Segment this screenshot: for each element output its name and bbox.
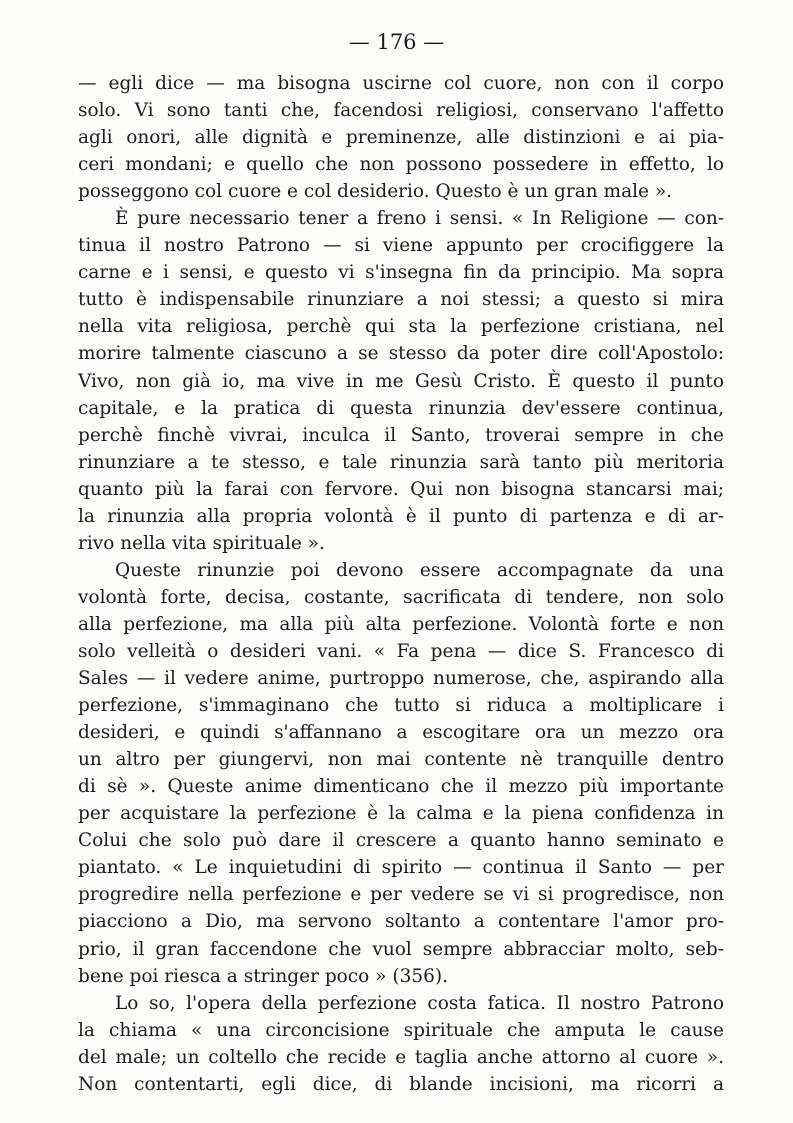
- text-line: quanto più la farai con fervore. Qui non bisogna stancarsi mai;: [78, 478, 724, 500]
- text-line: agli onori, alle dignità e preminenze, alle distinzioni e ai pia-: [78, 127, 724, 149]
- text-line: la chiama « una circoncisione spirituale che amputa le cause: [78, 1019, 724, 1041]
- text-line: — egli dice — ma bisogna uscirne col cuore, non con il corpo: [78, 73, 724, 94]
- text-line: volontà forte, decisa, costante, sacrificata di tendere, non solo: [78, 586, 724, 608]
- text-line: del male; un coltello che recide e taglia anche attorno al cuore ».: [78, 1046, 724, 1068]
- text-line: È pure necessario tener a freno i sensi. « In Religione — con-: [115, 208, 724, 230]
- text-line: posseggono col cuore e col desiderio. Questo è un gran male ».: [78, 181, 673, 203]
- text-line: Vivo, non già io, ma vive in me Gesù Cristo. È questo il punto: [78, 370, 724, 392]
- body-text: [78, 70, 724, 1098]
- text-line: Colui che solo può dare il crescere a quanto hanno seminato e: [78, 830, 724, 852]
- text-line: per acquistare la perfezione è la calma e la piena confidenza in: [78, 803, 724, 825]
- text-line: perfezione, s'immaginano che tutto si riduca a moltiplicare i: [78, 695, 724, 717]
- text-line: prio, il gran faccendone che vuol sempre abbracciar molto, seb-: [78, 938, 724, 960]
- text-line: ceri mondani; e quello che non possono possedere in effetto, lo: [78, 154, 724, 176]
- text-line: morire talmente ciascuno a se stesso da poter dire coll'Apostolo:: [78, 343, 724, 365]
- text-line: rinunziare a te stesso, e tale rinunzia sarà tanto più meritoria: [78, 451, 724, 473]
- text-line: solo velleità o desideri vani. « Fa pena — dice S. Francesco di: [78, 640, 724, 662]
- text-line: Sales — il vedere anime, purtroppo numerose, che, aspirando alla: [78, 668, 724, 690]
- text-line: nella vita religiosa, perchè qui sta la perfezione cristiana, nel: [78, 316, 724, 338]
- text-line: solo. Vi sono tanti che, facendosi religiosi, conservano l'affetto: [78, 100, 724, 122]
- text-line: bene poi riesca a stringer poco » (356).: [78, 965, 448, 987]
- text-line: rivo nella vita spirituale ».: [78, 532, 325, 554]
- text-line: tinua il nostro Patrono — si viene appunto per crocifiggere la: [78, 235, 724, 257]
- text-line: perchè finchè vivrai, inculca il Santo, troverai sempre in che: [78, 424, 724, 446]
- text-line: Lo so, l'opera della perfezione costa fatica. Il nostro Patrono: [115, 992, 724, 1014]
- page-number: — 176 —: [348, 30, 445, 54]
- text-line: piantato. « Le inquietudini di spirito — continua il Santo — per: [78, 857, 724, 879]
- text-line: alla perfezione, ma alla più alta perfezione. Volontà forte e non: [78, 613, 724, 635]
- text-line: di sè ». Queste anime dimenticano che il mezzo più importante: [78, 776, 724, 798]
- text-line: un altro per giungervi, non mai contente nè tranquille dentro: [78, 749, 724, 771]
- text-line: carne e i sensi, e questo vi s'insegna fin da principio. Ma sopra: [78, 262, 724, 284]
- text-line: piacciono a Dio, ma servono soltanto a contentare l'amor pro-: [78, 911, 724, 933]
- text-line: la rinunzia alla propria volontà è il punto di partenza e di ar-: [78, 505, 724, 527]
- text-line: Non contentarti, egli dice, di blande incisioni, ma ricorri a: [78, 1073, 724, 1095]
- text-line: capitale, e la pratica di questa rinunzia dev'essere continua,: [78, 397, 724, 419]
- text-line: progredire nella perfezione e per vedere se vi si progredisce, non: [78, 884, 724, 906]
- text-line: Queste rinunzie poi devono essere accompagnate da una: [115, 559, 724, 581]
- text-line: desideri, e quindi s'affannano a escogitare ora un mezzo ora: [78, 722, 724, 744]
- text-line: tutto è indispensabile rinunziare a noi stessi; a questo si mira: [78, 289, 724, 311]
